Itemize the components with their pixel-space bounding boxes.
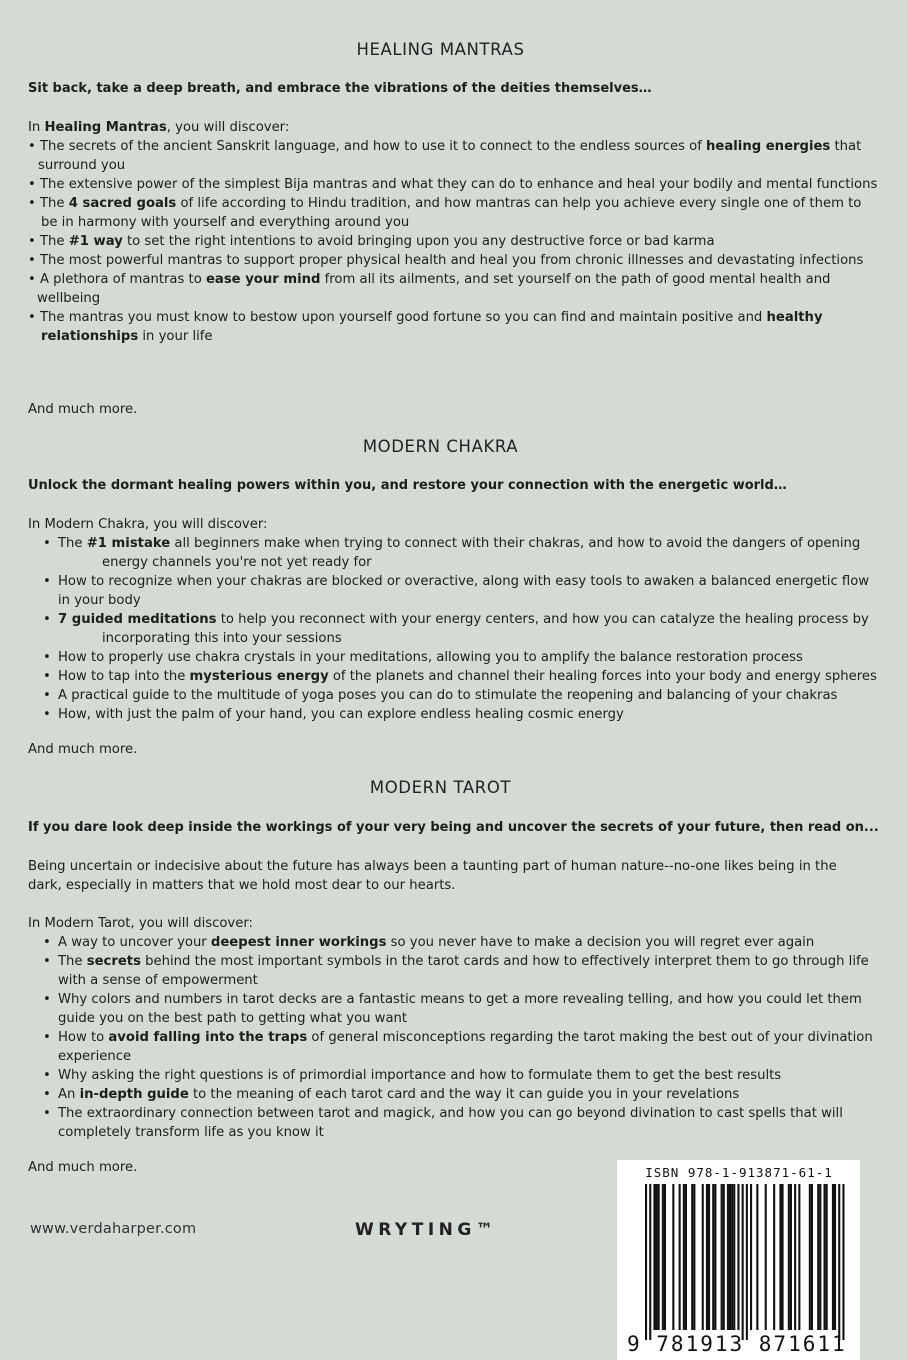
- barcode-bar: [691, 1184, 693, 1330]
- barcode-bar: [649, 1184, 651, 1340]
- barcode-bar: [834, 1184, 836, 1330]
- list-item: • How to avoid falling into the traps of general misconceptions regarding the tarot making the best out of your divination experience: [43, 1030, 873, 1064]
- barcode-bar: [712, 1184, 714, 1330]
- barcode-bar: [765, 1184, 767, 1330]
- isbn-barcode: [617, 1160, 860, 1360]
- list-item: • 7 guided meditations to help you reconnect with your energy centers, and how you can catalyze the healing process by incorporating this into your sessions: [43, 612, 869, 646]
- barcode-bar: [653, 1184, 655, 1330]
- barcode-bar: [714, 1184, 716, 1330]
- healing-intro: In Healing Mantras, you will discover:: [28, 120, 290, 135]
- chakra-more: And much more.: [28, 742, 138, 757]
- list-item: • The extraordinary connection between tarot and magick, and how you can go beyond divination to cast spells that will completely transform life as you know it: [43, 1106, 843, 1140]
- list-item: • How, with just the palm of your hand, you can explore endless healing cosmic energy: [43, 707, 624, 722]
- tarot-more: And much more.: [28, 1160, 138, 1175]
- tarot-paragraph: Being uncertain or indecisive about the future has always been a taunting part of human nature--no-one likes being in the dark, especially in matters that we hold most dear to our hearts.: [28, 859, 837, 893]
- barcode-bar: [746, 1184, 748, 1340]
- list-item: • A way to uncover your deepest inner workings so you never have to make a decision you will regret ever again: [43, 935, 815, 950]
- chakra-lead: Unlock the dormant healing powers within you, and restore your connection with the energetic world…: [28, 478, 787, 493]
- list-item: • Why asking the right questions is of primordial importance and how to formulate them to get the best results: [43, 1068, 782, 1083]
- ean-number: 9 781913 871611: [627, 1332, 847, 1356]
- isbn-number: ISBN 978-1-913871-61-1: [645, 1165, 833, 1180]
- barcode-bar: [658, 1184, 660, 1330]
- barcode-bar: [819, 1184, 821, 1330]
- list-item: • The #1 mistake all beginners make when trying to connect with their chakras, and how to avoid the dangers of opening energy channels you're not yet ready for: [43, 536, 861, 570]
- barcode-bar: [664, 1184, 666, 1330]
- barcode-bar: [723, 1184, 725, 1330]
- list-item: • The mantras you must know to bestow upon yourself good fortune so you can find and maintain positive and healthy relationships in your life: [28, 310, 823, 344]
- barcode-bar: [782, 1184, 784, 1330]
- barcode-bar: [685, 1184, 687, 1330]
- list-item: • An in-depth guide to the meaning of each tarot card and the way it can guide you in your revelations: [43, 1087, 740, 1102]
- barcode-bar: [679, 1184, 681, 1330]
- barcode-bar: [742, 1184, 744, 1340]
- tarot-intro: In Modern Tarot, you will discover:: [28, 916, 253, 931]
- list-item: • A plethora of mantras to ease your mind from all its ailments, and set yourself on the path of good mental health and wellbeing: [28, 272, 831, 306]
- list-item: • A practical guide to the multitude of yoga poses you can do to stimulate the reopening and balancing of your chakras: [43, 688, 838, 703]
- barcode-bar: [798, 1184, 800, 1330]
- chakra-intro: In Modern Chakra, you will discover:: [28, 517, 268, 532]
- list-item: • Why colors and numbers in tarot decks are a fantastic means to get a more revealing telling, and how you could let them guide you on the best path to getting what you want: [43, 992, 862, 1026]
- healing-benefits-list: [28, 137, 880, 346]
- barcode-bar: [729, 1184, 731, 1330]
- barcode-bar: [645, 1184, 647, 1340]
- barcode-bar: [790, 1184, 792, 1330]
- list-item: • How to recognize when your chakras are blocked or overactive, along with easy tools to awaken a balanced energetic flow in your body: [43, 574, 870, 608]
- barcode-bar: [773, 1184, 775, 1330]
- list-item: • The most powerful mantras to support proper physical health and heal you from chronic illnesses and devastating infections: [28, 253, 864, 268]
- barcode-bar: [817, 1184, 819, 1330]
- barcode-bar: [842, 1184, 844, 1340]
- barcode-bar: [727, 1184, 729, 1330]
- list-item: • The extensive power of the simplest Bija mantras and what they can do to enhance and heal your bodily and mental functions: [28, 177, 878, 192]
- barcode-bar: [779, 1184, 781, 1330]
- barcode-bar: [662, 1184, 664, 1330]
- list-item: • The #1 way to set the right intentions to avoid bringing upon you any destructive force or bad karma: [28, 234, 715, 249]
- list-item: • How to tap into the mysterious energy of the planets and channel their healing forces into your body and energy spheres: [43, 669, 877, 684]
- barcode-bar: [826, 1184, 828, 1330]
- healing-more: And much more.: [28, 402, 138, 417]
- barcode-bar: [672, 1184, 674, 1330]
- barcode-bar: [733, 1184, 735, 1330]
- tarot-benefits-list: [28, 933, 880, 1142]
- barcode-bar: [756, 1184, 758, 1330]
- barcode-bar: [838, 1184, 840, 1340]
- barcode-bar: [656, 1184, 658, 1330]
- chakra-benefits-list: [28, 534, 880, 724]
- list-item: • The 4 sacred goals of life according to Hindu tradition, and how mantras can help you achieve every single one of them to be in harmony with yourself and everything around you: [28, 196, 862, 230]
- barcode-bars: [617, 1160, 860, 1360]
- barcode-bar: [693, 1184, 695, 1330]
- website-link[interactable]: www.verdaharper.com: [30, 1221, 197, 1237]
- publisher-logo: WRYTING™: [355, 1220, 498, 1240]
- barcode-bar: [737, 1184, 739, 1330]
- list-item: • The secrets behind the most important symbols in the tarot cards and how to effectively interpret them to go through life with a sense of empowerment: [43, 954, 869, 988]
- barcode-bar: [683, 1184, 685, 1330]
- barcode-bar: [702, 1184, 704, 1330]
- tarot-lead: If you dare look deep inside the workings of your very being and uncover the secrets of your future, then read on...: [28, 820, 879, 835]
- barcode-bar: [811, 1184, 813, 1330]
- healing-lead: Sit back, take a deep breath, and embrace the vibrations of the deities themselves…: [28, 81, 652, 96]
- barcode-bar: [706, 1184, 708, 1330]
- barcode-bar: [750, 1184, 752, 1330]
- barcode-bar: [788, 1184, 790, 1330]
- section-title-modern-tarot: MODERN TAROT: [369, 778, 512, 797]
- section-title-modern-chakra: MODERN CHAKRA: [362, 437, 519, 456]
- barcode-bar: [794, 1184, 796, 1330]
- barcode-bar: [832, 1184, 834, 1330]
- list-item: • The secrets of the ancient Sanskrit language, and how to use it to connect to the endless sources of healing energies that surround you: [28, 139, 862, 173]
- barcode-bar: [721, 1184, 723, 1330]
- barcode-bar: [824, 1184, 826, 1330]
- barcode-bar: [731, 1184, 733, 1330]
- barcode-bar: [809, 1184, 811, 1330]
- list-item: • How to properly use chakra crystals in your meditations, allowing you to amplify the balance restoration process: [43, 650, 803, 665]
- barcode-bar: [708, 1184, 710, 1330]
- section-title-healing-mantras: HEALING MANTRAS: [356, 40, 525, 59]
